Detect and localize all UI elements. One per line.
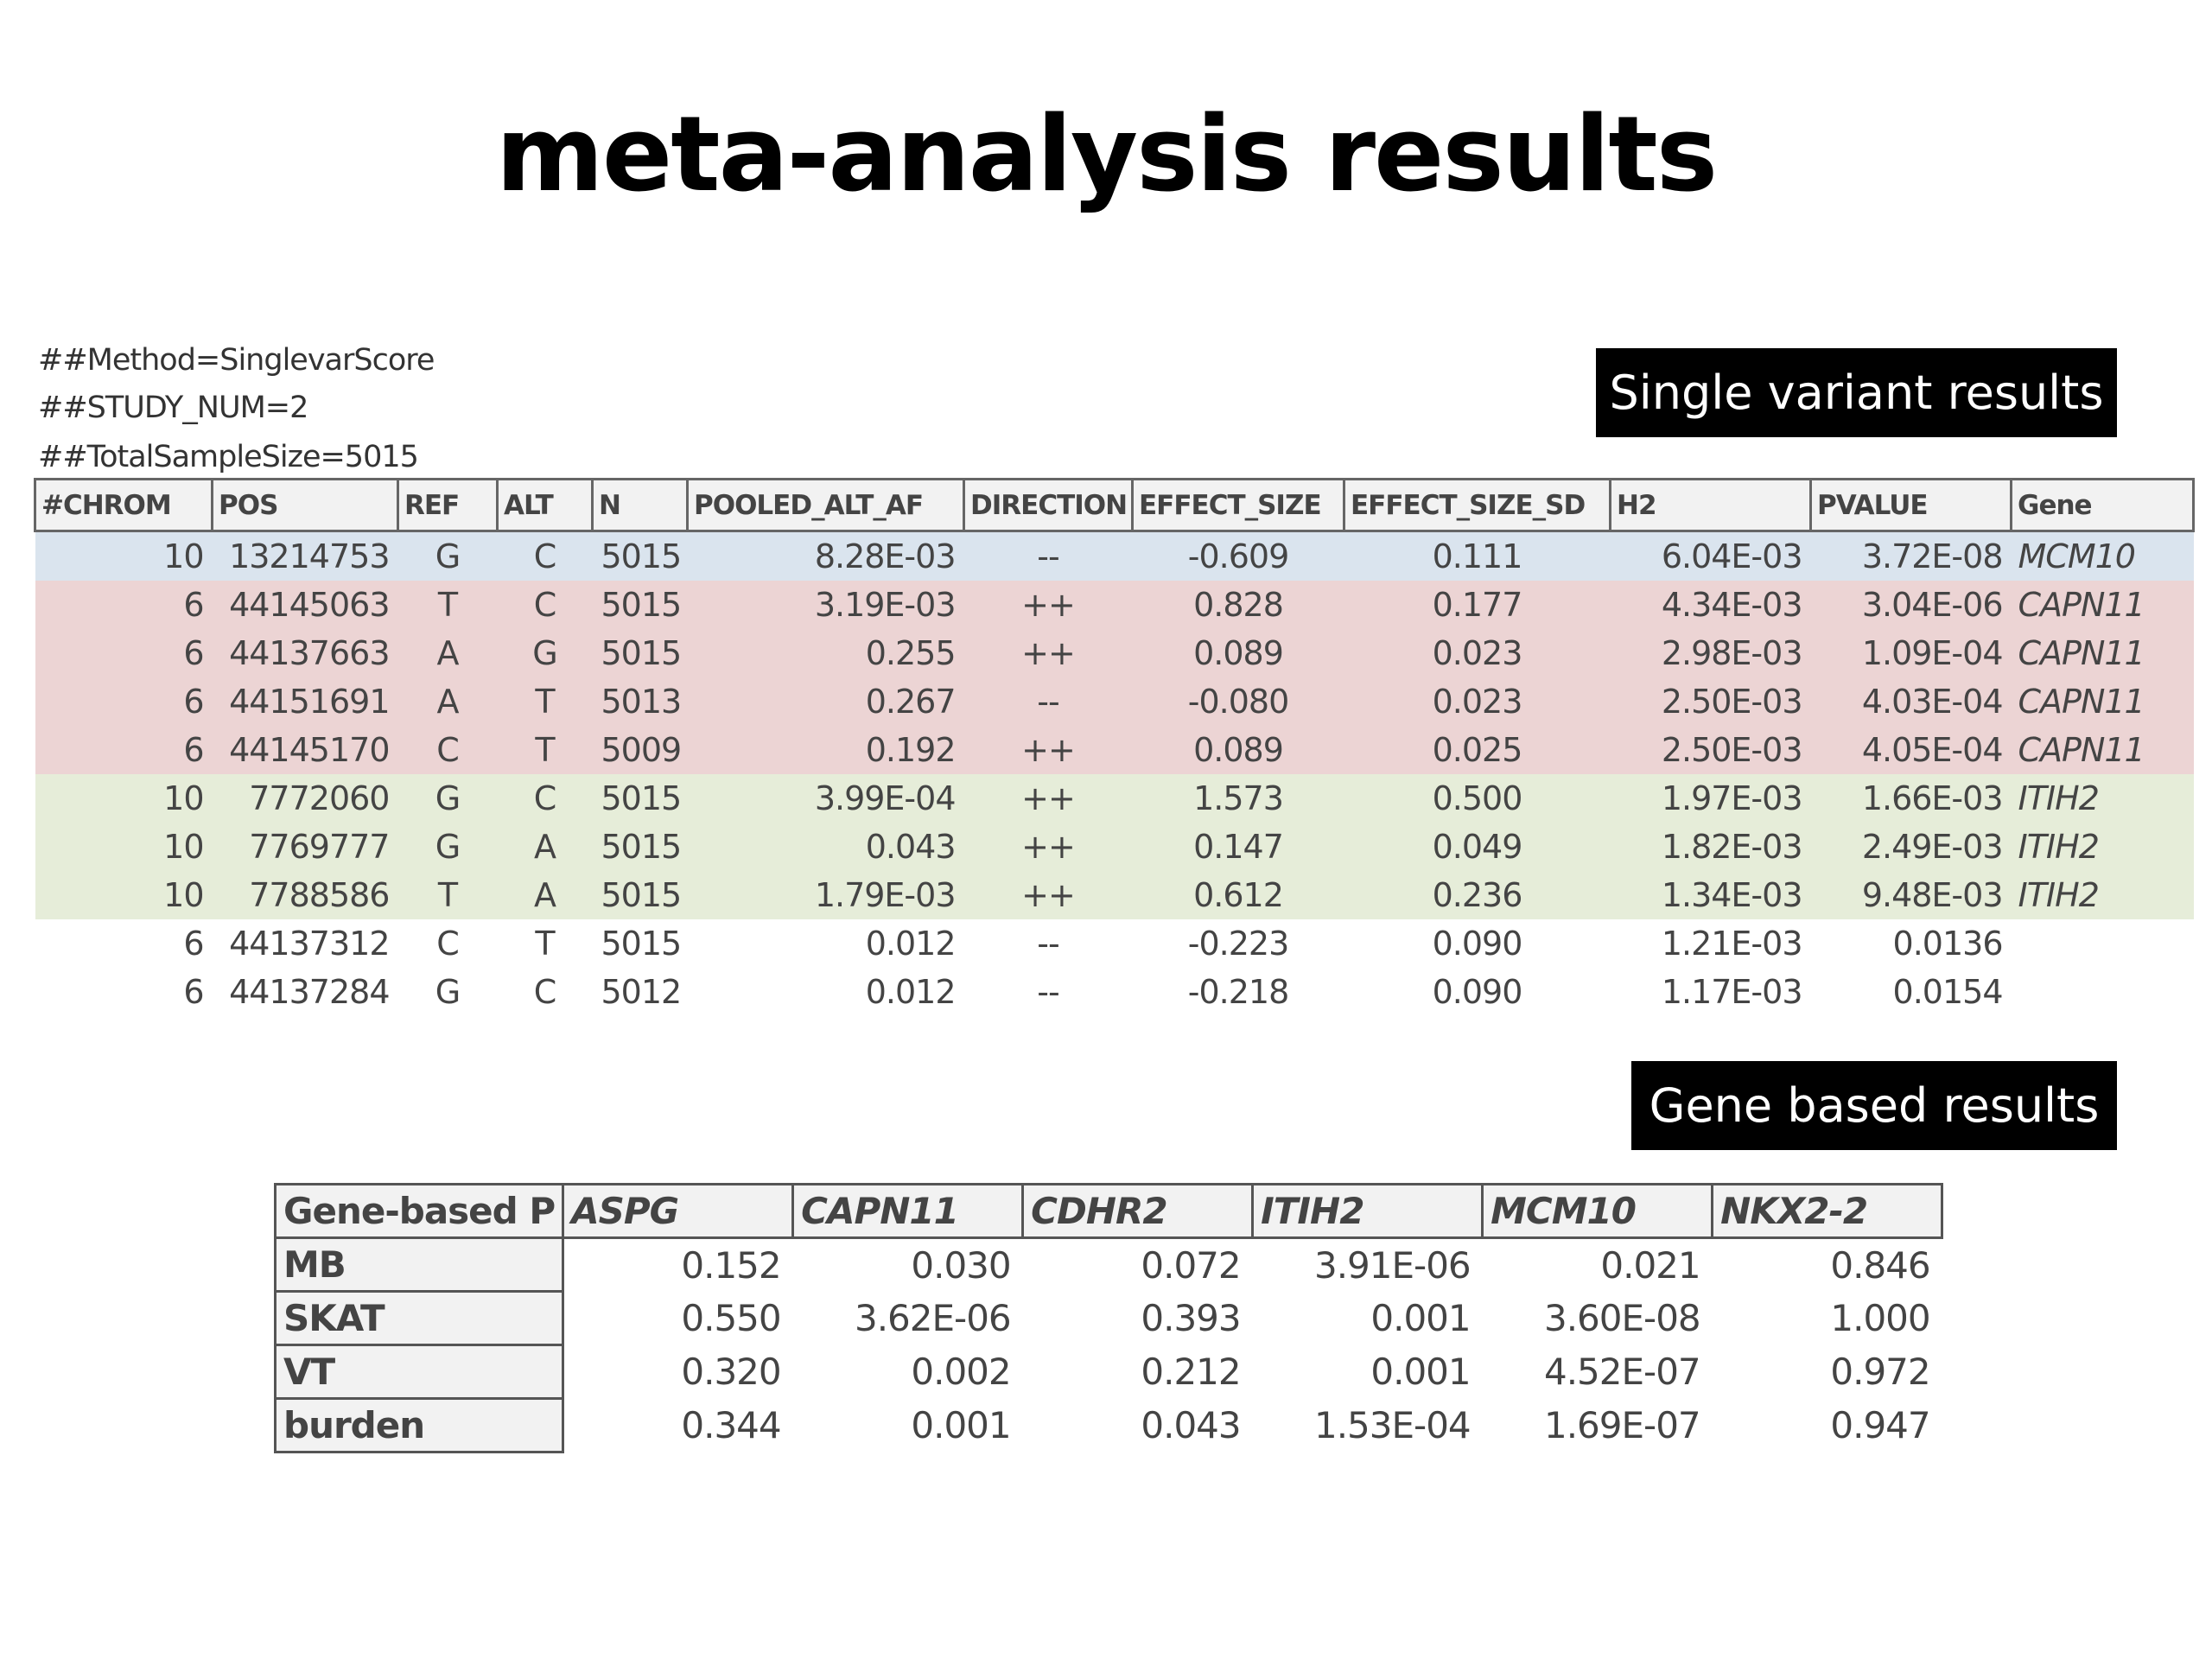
cell-pvalue: 3.62E-06 xyxy=(854,1297,1011,1339)
column-header-gene: CAPN11 xyxy=(793,1185,1023,1238)
cell-pooled-alt-af: 0.012 xyxy=(865,973,956,1011)
cell-n: 5009 xyxy=(593,726,688,774)
cell-pos: 13214753 xyxy=(213,531,398,582)
cell-pvalue: 0.972 xyxy=(1830,1351,1930,1393)
cell-direction: ++ xyxy=(964,629,1133,677)
cell-pos: 44137663 xyxy=(213,629,398,677)
single-variant-header xyxy=(35,480,2194,531)
table-row xyxy=(35,919,2194,968)
cell-chrom: 6 xyxy=(35,726,213,774)
table-row xyxy=(276,1399,1942,1452)
cell-n: 5015 xyxy=(593,581,688,629)
cell-pooled-alt-af: 3.19E-03 xyxy=(688,581,964,629)
cell-alt: T xyxy=(498,726,593,774)
cell-h2: 1.82E-03 xyxy=(1611,823,1811,871)
cell-effect-size-sd: 0.111 xyxy=(1344,531,1611,582)
cell-effect-size-sd: 0.090 xyxy=(1432,925,1522,963)
table-row xyxy=(276,1292,1942,1345)
meta-method-line: ##Method=SinglevarScore xyxy=(38,343,435,378)
meta-study-num-line: ##STUDY_NUM=2 xyxy=(38,391,308,425)
cell-pos: 7788586 xyxy=(213,871,398,919)
cell-pvalue: 0.344 xyxy=(681,1404,781,1446)
column-header-gene: ITIH2 xyxy=(1253,1185,1483,1238)
row-header-method: MB xyxy=(276,1238,563,1292)
cell-effect-size: 1.573 xyxy=(1133,774,1344,823)
cell-alt: A xyxy=(498,823,593,871)
cell-n: 5015 xyxy=(593,823,688,871)
cell-effect-size: -0.223 xyxy=(1187,925,1289,963)
column-header-gene: Gene xyxy=(2012,480,2194,531)
cell-effect-size-sd: 0.500 xyxy=(1344,774,1611,823)
cell-direction: ++ xyxy=(964,581,1133,629)
cell-pvalue: 3.72E-08 xyxy=(1811,531,2012,582)
cell-direction: ++ xyxy=(964,871,1133,919)
cell-pos: 7772060 xyxy=(213,774,398,823)
cell-pvalue: 0.001 xyxy=(1370,1297,1471,1339)
cell-pooled-alt-af: 0.012 xyxy=(865,925,956,963)
table-row xyxy=(276,1345,1942,1399)
cell-effect-size-sd: 0.049 xyxy=(1344,823,1611,871)
cell-h2: 1.17E-03 xyxy=(1661,973,1802,1011)
cell-ref: A xyxy=(398,677,498,726)
cell-h2: 1.97E-03 xyxy=(1611,774,1811,823)
cell-pvalue: 2.49E-03 xyxy=(1811,823,2012,871)
cell-direction: -- xyxy=(1037,925,1059,963)
cell-pooled-alt-af: 3.99E-04 xyxy=(688,774,964,823)
cell-pooled-alt-af: 0.267 xyxy=(688,677,964,726)
table-row xyxy=(35,968,2194,1016)
cell-pvalue: 1.66E-03 xyxy=(1811,774,2012,823)
cell-effect-size-sd: 0.025 xyxy=(1344,726,1611,774)
cell-pvalue: 3.91E-06 xyxy=(1313,1243,1471,1287)
cell-alt: C xyxy=(498,774,593,823)
cell-direction: ++ xyxy=(964,774,1133,823)
column-header-pvalue: PVALUE xyxy=(1811,480,2012,531)
cell-ref: G xyxy=(435,973,461,1011)
cell-direction: -- xyxy=(1037,973,1059,1011)
cell-direction: ++ xyxy=(964,726,1133,774)
table-row xyxy=(35,726,2194,774)
cell-pooled-alt-af: 0.192 xyxy=(688,726,964,774)
cell-pooled-alt-af: 8.28E-03 xyxy=(688,531,964,582)
column-header-effect-size: EFFECT_SIZE xyxy=(1133,480,1344,531)
cell-gene: ITIH2 xyxy=(2012,871,2194,919)
cell-ref: C xyxy=(398,726,498,774)
cell-gene: ITIH2 xyxy=(2012,823,2194,871)
cell-n: 5015 xyxy=(601,925,682,963)
single-variant-table xyxy=(34,478,2195,1016)
meta-sample-size-line: ##TotalSampleSize=5015 xyxy=(38,440,418,474)
table-row xyxy=(35,581,2194,629)
cell-alt: T xyxy=(535,925,555,963)
table-row xyxy=(276,1238,1942,1292)
column-header-gene: MCM10 xyxy=(1483,1185,1713,1238)
cell-ref: G xyxy=(398,531,498,582)
cell-ref: G xyxy=(398,823,498,871)
cell-h2: 2.98E-03 xyxy=(1611,629,1811,677)
row-header-method: VT xyxy=(276,1345,563,1399)
column-header-direction: DIRECTION xyxy=(964,480,1133,531)
cell-effect-size: 0.089 xyxy=(1133,629,1344,677)
cell-gene: CAPN11 xyxy=(2012,677,2194,726)
table-row xyxy=(35,871,2194,919)
column-header-pooled-alt-af: POOLED_ALT_AF xyxy=(688,480,964,531)
cell-pos: 44151691 xyxy=(213,677,398,726)
cell-pvalue: 0.030 xyxy=(911,1243,1011,1287)
cell-chrom: 10 xyxy=(35,774,213,823)
cell-chrom: 10 xyxy=(35,823,213,871)
cell-pvalue: 0.320 xyxy=(681,1351,781,1393)
cell-chrom: 10 xyxy=(35,531,213,582)
cell-n: 5015 xyxy=(593,629,688,677)
cell-n: 5015 xyxy=(593,531,688,582)
cell-pvalue: 0.002 xyxy=(911,1351,1011,1393)
table-row xyxy=(35,774,2194,823)
cell-pvalue: 4.52E-07 xyxy=(1543,1351,1700,1393)
cell-pvalue: 1.53E-04 xyxy=(1313,1404,1471,1446)
gene-based-header xyxy=(276,1185,1942,1238)
cell-pvalue: 0.947 xyxy=(1830,1404,1930,1446)
cell-ref: G xyxy=(398,774,498,823)
cell-pvalue: 1.69E-07 xyxy=(1543,1404,1700,1446)
gene-based-table xyxy=(274,1183,1943,1453)
column-header-gene: ASPG xyxy=(563,1185,793,1238)
cell-pvalue: 0.072 xyxy=(1141,1243,1241,1287)
cell-effect-size-sd: 0.177 xyxy=(1344,581,1611,629)
page-title: meta-analysis results xyxy=(495,95,1717,215)
cell-pvalue: 0.0136 xyxy=(1892,925,2003,963)
cell-gene xyxy=(2012,919,2194,968)
cell-alt: A xyxy=(498,871,593,919)
column-header-effect-size-sd: EFFECT_SIZE_SD xyxy=(1344,480,1611,531)
table-row xyxy=(35,531,2194,582)
cell-chrom: 6 xyxy=(183,925,204,963)
cell-pvalue: 3.60E-08 xyxy=(1543,1297,1700,1339)
cell-ref: T xyxy=(398,871,498,919)
cell-pvalue: 4.03E-04 xyxy=(1811,677,2012,726)
cell-n: 5015 xyxy=(593,871,688,919)
cell-gene xyxy=(2012,968,2194,1016)
cell-pvalue: 1.09E-04 xyxy=(1811,629,2012,677)
cell-h2: 2.50E-03 xyxy=(1611,726,1811,774)
single-variant-label: Single variant results xyxy=(1596,348,2117,437)
cell-effect-size-sd: 0.236 xyxy=(1344,871,1611,919)
column-header-chrom: #CHROM xyxy=(35,480,213,531)
cell-h2: 4.34E-03 xyxy=(1611,581,1811,629)
cell-pvalue: 0.393 xyxy=(1141,1297,1241,1339)
cell-effect-size: 0.828 xyxy=(1133,581,1344,629)
cell-pvalue: 0.550 xyxy=(681,1297,781,1339)
cell-chrom: 6 xyxy=(35,677,213,726)
single-variant-body xyxy=(35,531,2194,1017)
cell-pvalue: 0.001 xyxy=(911,1404,1011,1446)
cell-h2: 1.34E-03 xyxy=(1611,871,1811,919)
table-row xyxy=(35,823,2194,871)
cell-alt: C xyxy=(533,973,556,1011)
cell-chrom: 6 xyxy=(35,629,213,677)
cell-ref: C xyxy=(436,925,459,963)
cell-gene: ITIH2 xyxy=(2012,774,2194,823)
cell-effect-size: 0.089 xyxy=(1133,726,1344,774)
cell-gene: CAPN11 xyxy=(2012,726,2194,774)
cell-pos: 44137284 xyxy=(229,973,390,1011)
column-header-pos: POS xyxy=(213,480,398,531)
cell-n: 5013 xyxy=(593,677,688,726)
cell-effect-size-sd: 0.023 xyxy=(1344,629,1611,677)
cell-pooled-alt-af: 0.255 xyxy=(688,629,964,677)
cell-gene: MCM10 xyxy=(2012,531,2194,582)
cell-chrom: 6 xyxy=(183,973,204,1011)
cell-h2: 2.50E-03 xyxy=(1611,677,1811,726)
cell-pvalue: 0.001 xyxy=(1370,1351,1471,1393)
column-header-ref: REF xyxy=(398,480,498,531)
cell-pos: 44145170 xyxy=(213,726,398,774)
cell-pvalue: 3.04E-06 xyxy=(1811,581,2012,629)
column-header-h2: H2 xyxy=(1611,480,1811,531)
cell-effect-size: 0.147 xyxy=(1133,823,1344,871)
cell-alt: T xyxy=(498,677,593,726)
table-row xyxy=(35,677,2194,726)
cell-pos: 44145063 xyxy=(213,581,398,629)
table-row xyxy=(35,629,2194,677)
column-header-gene: NKX2-2 xyxy=(1713,1185,1942,1238)
single-variant-header-row xyxy=(35,480,2194,531)
cell-gene: CAPN11 xyxy=(2012,629,2194,677)
column-header-alt: ALT xyxy=(498,480,593,531)
cell-direction: -- xyxy=(964,531,1133,582)
cell-alt: C xyxy=(498,531,593,582)
cell-pooled-alt-af: 1.79E-03 xyxy=(688,871,964,919)
cell-pvalue: 0.212 xyxy=(1141,1351,1241,1393)
column-header-n: N xyxy=(593,480,688,531)
cell-pos: 44137312 xyxy=(229,925,390,963)
cell-pos: 7769777 xyxy=(213,823,398,871)
gene-based-body xyxy=(276,1238,1942,1452)
cell-pvalue: 1.000 xyxy=(1830,1297,1930,1339)
cell-h2: 6.04E-03 xyxy=(1611,531,1811,582)
cell-pvalue: 9.48E-03 xyxy=(1811,871,2012,919)
cell-pvalue: 0.043 xyxy=(1141,1404,1241,1446)
cell-effect-size: 0.612 xyxy=(1133,871,1344,919)
cell-effect-size-sd: 0.090 xyxy=(1432,973,1522,1011)
cell-direction: -- xyxy=(964,677,1133,726)
cell-pvalue: 0.021 xyxy=(1600,1243,1700,1287)
cell-effect-size: -0.218 xyxy=(1187,973,1289,1011)
cell-n: 5012 xyxy=(601,973,682,1011)
gene-based-label: Gene based results xyxy=(1631,1061,2117,1150)
row-header-method: SKAT xyxy=(276,1292,563,1345)
gene-based-header-row xyxy=(276,1185,1942,1238)
cell-gene: CAPN11 xyxy=(2012,581,2194,629)
cell-n: 5015 xyxy=(593,774,688,823)
cell-direction: ++ xyxy=(964,823,1133,871)
cell-pvalue: 4.05E-04 xyxy=(1811,726,2012,774)
cell-alt: C xyxy=(498,581,593,629)
cell-pvalue: 0.846 xyxy=(1830,1243,1930,1287)
cell-effect-size-sd: 0.023 xyxy=(1344,677,1611,726)
row-header-method: burden xyxy=(276,1399,563,1452)
column-header-gene-based-p: Gene-based P xyxy=(276,1185,563,1238)
cell-pooled-alt-af: 0.043 xyxy=(688,823,964,871)
cell-chrom: 6 xyxy=(35,581,213,629)
cell-alt: G xyxy=(498,629,593,677)
cell-h2: 1.21E-03 xyxy=(1661,925,1802,963)
cell-pvalue: 0.152 xyxy=(681,1243,781,1287)
cell-chrom: 10 xyxy=(35,871,213,919)
cell-ref: T xyxy=(398,581,498,629)
cell-effect-size: -0.080 xyxy=(1133,677,1344,726)
cell-pvalue: 0.0154 xyxy=(1892,973,2003,1011)
column-header-gene: CDHR2 xyxy=(1023,1185,1253,1238)
cell-ref: A xyxy=(398,629,498,677)
cell-effect-size: -0.609 xyxy=(1133,531,1344,582)
